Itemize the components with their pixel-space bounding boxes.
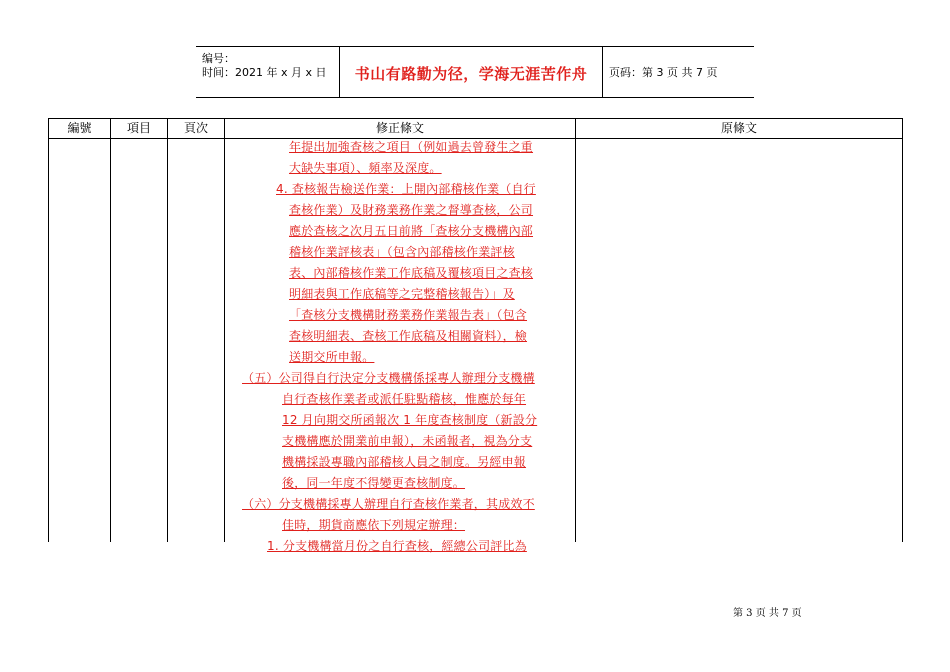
text-line: 12 月向期交所函報次 1 年度查核制度（新設分 <box>282 413 538 427</box>
text-line: 查核明細表、查核工作底稿及相關資料），檢 <box>289 329 528 343</box>
amendment-table <box>48 118 903 553</box>
text-line: （五）公司得自行決定分支機構係採專人辦理分支機構 <box>242 371 535 385</box>
header-motto-cell <box>340 47 603 97</box>
text-line: 表、內部稽核作業工作底稿及覆核項目之查核 <box>289 266 534 280</box>
motto-text: 书山有路勤为径，学海无涯苦作舟 <box>354 65 588 83</box>
page-footer: 第 3 页 共 7 页 <box>733 608 802 619</box>
time-label: 时间：2021 年 x 月 x 日 <box>202 66 327 79</box>
column-divider <box>110 119 111 542</box>
number-label: 编号： <box>202 52 235 65</box>
text-line: 送期交所申報。 <box>289 350 375 364</box>
text-line: 「查核分支機構財務業務作業報告表」（包含 <box>289 308 528 322</box>
text-line: 應於查核之次月五日前將「查核分支機構內部 <box>289 224 534 238</box>
col-header-amended: 修正條文 <box>375 121 424 135</box>
text-line: 1. 分支機構當月份之自行查核，經總公司評比為 <box>267 539 527 553</box>
text-line: 後，同一年度不得變更查核制度。 <box>282 476 466 490</box>
text-line: （六）分支機構採專人辦理自行查核作業者，其成效不 <box>242 497 535 511</box>
column-divider <box>575 119 576 542</box>
col-header-original: 原條文 <box>720 121 757 135</box>
text-line: 4. 查核報告檢送作業：上開內部稽核作業（自行 <box>276 182 536 196</box>
page-label: 页码：第 3 页 共 7 页 <box>609 66 718 79</box>
col-header-page: 頁次 <box>183 121 208 135</box>
text-line: 機構採設專職內部稽核人員之制度。另經申報 <box>282 455 527 469</box>
text-line: 大缺失事項）、頻率及深度。 <box>289 161 442 175</box>
header-page-cell <box>603 47 754 97</box>
text-line: 年提出加強查核之項目（例如過去曾發生之重 <box>289 140 534 154</box>
col-header-item: 項目 <box>126 121 151 135</box>
text-line: 查核作業）及財務業務作業之督導查核，公司 <box>289 203 534 217</box>
document-header <box>196 46 754 98</box>
text-line: 自行查核作業者或派任駐點稽核，惟應於每年 <box>282 392 527 406</box>
column-divider <box>224 119 225 542</box>
text-line: 稽核作業評核表」（包含內部稽核作業評核 <box>289 245 515 259</box>
text-line: 佳時，期貨商應依下列規定辦理： <box>282 518 466 532</box>
column-divider <box>167 119 168 542</box>
text-line: 支機構應於開業前申報），未函報者，視為分支 <box>282 434 533 448</box>
header-meta-cell <box>196 47 340 97</box>
text-line: 明細表與工作底稿等之完整稽核報告）」及 <box>289 287 515 301</box>
col-header-number: 編號 <box>67 121 92 135</box>
